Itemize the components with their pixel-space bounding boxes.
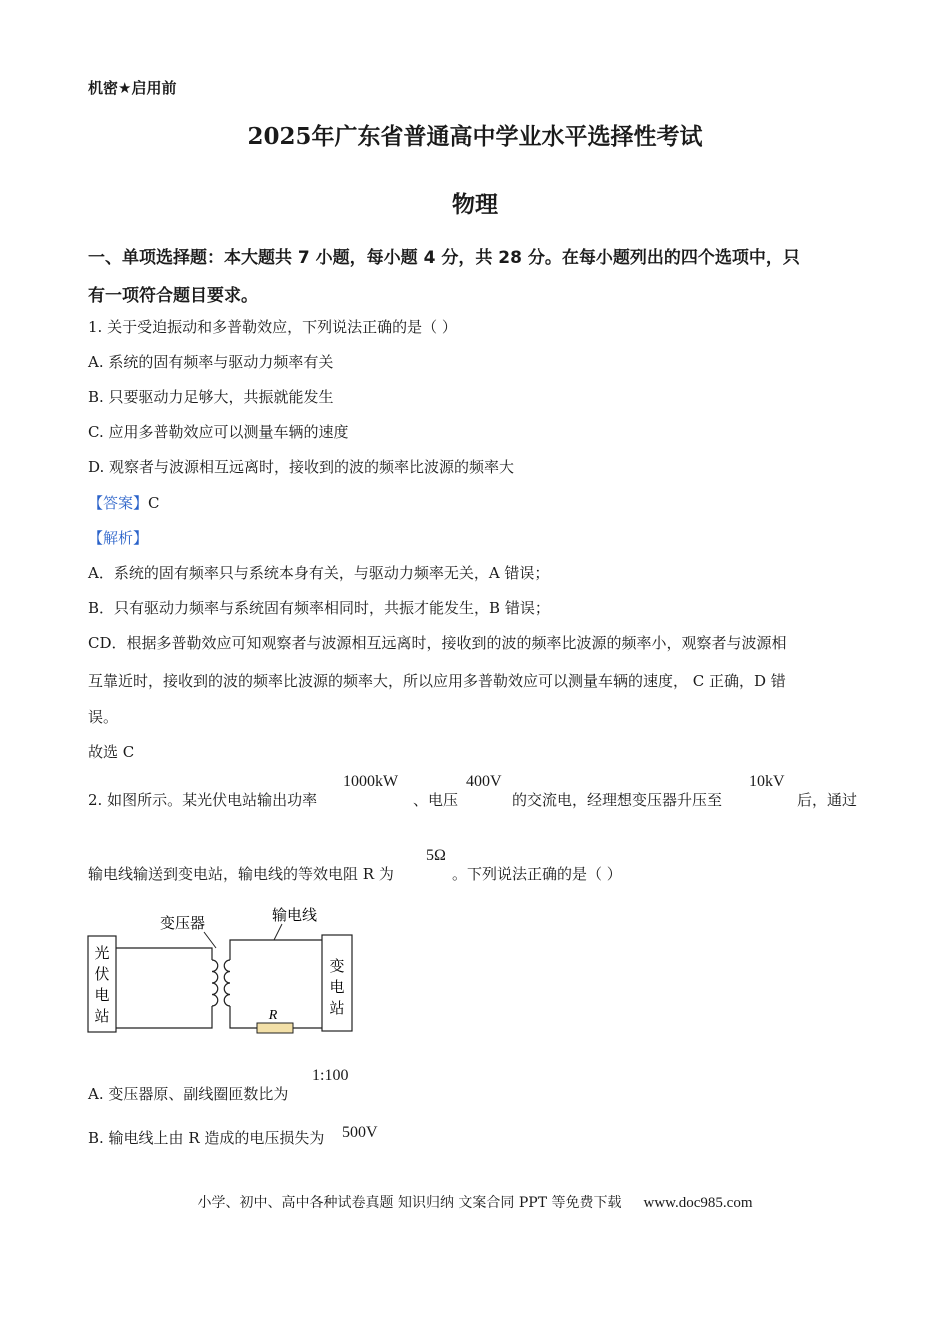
resistor — [257, 1023, 293, 1033]
secondary-wire-top — [230, 940, 322, 960]
pv-station-char: 光 — [94, 944, 110, 962]
q2-stem-line2-part2: 。下列说法正确的是（ ） — [452, 865, 622, 883]
analysis-conclusion: 故选 C — [88, 743, 135, 761]
secondary-wire-bottom-left — [230, 1006, 257, 1028]
q1-option-d: D. 观察者与波源相互远离时，接收到的波的频率比波源的频率大 — [88, 458, 515, 476]
analysis-line: 互靠近时，接收到的波的频率比波源的频率大，所以应用多普勒效应可以测量车辆的速度， C 正确，D 错 — [88, 672, 786, 690]
analysis-tag: 【解析】 — [88, 529, 149, 547]
substation-char: 变 — [329, 957, 345, 975]
analysis-line: 误。 — [88, 708, 119, 726]
page-footer — [0, 1192, 950, 1212]
q2-resistance: 5Ω — [426, 847, 446, 864]
secondary-coil — [224, 960, 230, 1006]
primary-wire-top — [116, 948, 212, 960]
pv-station-char: 电 — [94, 986, 110, 1004]
q2-stem-part2: 、电压 — [413, 791, 459, 809]
q2-stem-line2-part1: 输电线输送到变电站，输电线的等效电阻 R 为 — [88, 865, 394, 883]
power-line-label: 输电线 — [272, 906, 318, 924]
resistor-label: R — [268, 1008, 278, 1023]
q1-option-b: B. 只要驱动力足够大，共振就能发生 — [88, 388, 334, 406]
analysis-line: B．只有驱动力频率与系统固有频率相同时，共振才能发生，B 错误； — [88, 599, 550, 617]
q2-stem-part3: 的交流电，经理想变压器升压至 — [512, 791, 723, 809]
q1-option-c: C. 应用多普勒效应可以测量车辆的速度 — [88, 423, 349, 441]
footer-url[interactable]: www.doc985.com — [643, 1195, 753, 1211]
q2-voltage: 400V — [466, 773, 502, 790]
q2-option-a-math: 1:100 — [312, 1067, 349, 1084]
pv-station-char: 伏 — [94, 965, 110, 983]
q1-option-a: A. 系统的固有频率与驱动力频率有关 — [88, 353, 334, 371]
analysis-line: CD．根据多普勒效应可知观察者与波源相互远离时，接收到的波的频率比波源的频率小，观察者与波源相 — [88, 634, 787, 652]
q1-answer — [88, 492, 160, 513]
q2-option-b: B. 输电线上由 R 造成的电压损失为 — [88, 1129, 325, 1147]
substation-char: 电 — [329, 978, 345, 996]
primary-wire-bottom — [116, 1006, 212, 1028]
transformer-leader — [204, 932, 216, 948]
pv-station-char: 站 — [94, 1007, 110, 1025]
confidential-label: 机密★启用前 — [88, 79, 177, 97]
primary-coil — [212, 960, 218, 1006]
analysis-line: A．系统的固有频率只与系统本身有关，与驱动力频率无关，A 错误； — [88, 564, 550, 582]
circuit-diagram — [82, 898, 362, 1048]
q2-stem-part1: 2. 如图所示。某光伏电站输出功率 — [88, 791, 318, 809]
answer-value: C — [148, 494, 160, 512]
power-line-leader — [274, 924, 282, 940]
q2-option-b-math: 500V — [342, 1124, 378, 1141]
q2-power: 1000kW — [343, 773, 399, 790]
q2-stepup: 10kV — [749, 773, 785, 790]
substation-char: 站 — [329, 999, 345, 1017]
exam-title: 2025年广东省普通高中学业水平选择性考试 — [247, 123, 703, 150]
section-heading-line2: 有一项符合题目要求。 — [88, 286, 258, 306]
q1-stem: 1. 关于受迫振动和多普勒效应，下列说法正确的是（ ） — [88, 318, 457, 336]
answer-tag: 【答案】 — [88, 494, 149, 512]
q2-option-a: A. 变压器原、副线圈匝数比为 — [88, 1085, 289, 1103]
q2-stem-part4: 后，通过 — [797, 791, 858, 809]
footer-text: 小学、初中、高中各种试卷真题 知识归纳 文案合同 PPT 等免费下载 — [197, 1195, 622, 1211]
transformer-label: 变压器 — [160, 914, 206, 932]
subject-title: 物理 — [452, 191, 498, 218]
section-heading-line1: 一、单项选择题：本大题共 7 小题，每小题 4 分，共 28 分。在每小题列出的四个选项中，只 — [88, 248, 800, 268]
